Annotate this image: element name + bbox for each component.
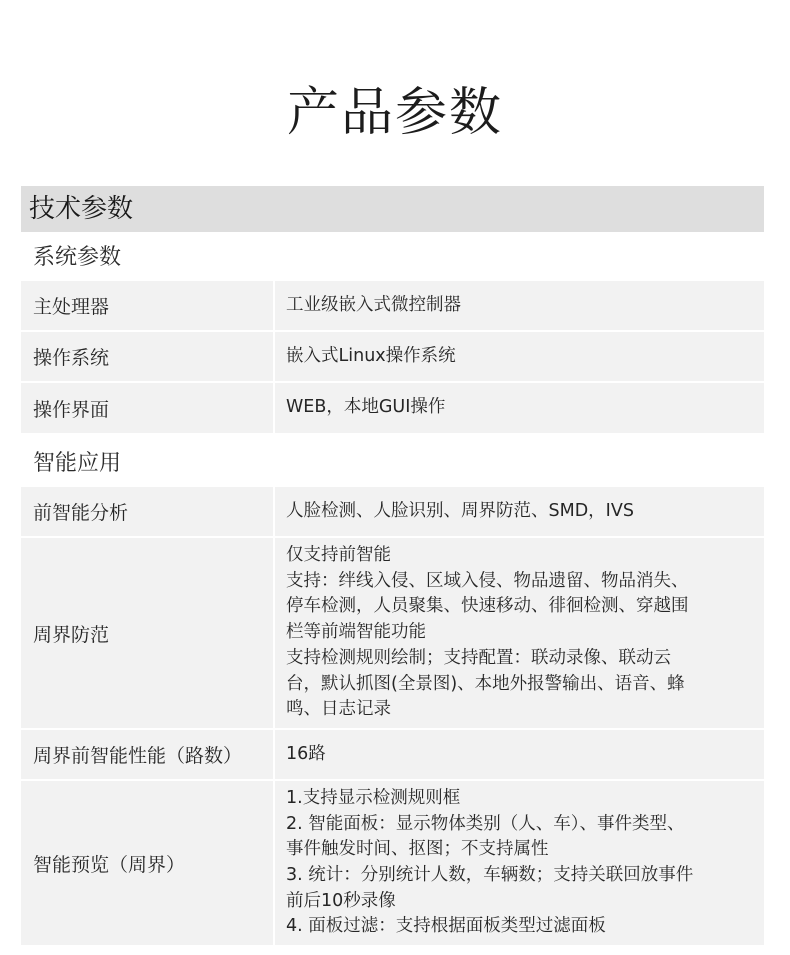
table-row [21,730,764,779]
table-row [21,281,764,330]
row-label: 操作系统 [21,332,273,381]
table-row [21,781,764,945]
group-heading-smart-apps: 智能应用 [33,451,122,476]
row-label: 前智能分析 [21,487,273,536]
value-line: 1.支持显示检测规则框 [286,787,461,808]
row-label: 操作界面 [21,383,273,433]
value-line: 支持：绊线入侵、区域入侵、物品遗留、物品消失、 [286,570,689,591]
row-label: 主处理器 [21,281,273,330]
value-line: 鸣、日志记录 [286,699,391,720]
value-line: 台，默认抓图(全景图)、本地外报警输出、语音、蜂 [286,673,685,694]
value-line: 事件触发时间、抠图；不支持属性 [286,839,549,860]
value-line: 前后10秒录像 [286,890,396,911]
table-row [21,383,764,433]
table-row [21,538,764,728]
value-line: 栏等前端智能功能 [286,622,426,643]
value-line: 4. 面板过滤：支持根据面板类型过滤面板 [286,916,606,937]
value-line: 16路 [286,743,326,764]
value-line: 仅支持前智能 [286,545,391,566]
row-value [275,538,764,728]
group-heading-system: 系统参数 [33,245,122,270]
value-line: 嵌入式Linux操作系统 [286,345,456,366]
row-label: 周界防范 [21,538,273,728]
page-title: 产品参数 [286,83,503,143]
row-value [275,383,764,433]
row-value [275,332,764,381]
row-value [275,487,764,536]
row-value [275,281,764,330]
row-value [275,730,764,779]
section-header-tech-params: 技术参数 [21,186,764,232]
row-value [275,781,764,945]
value-line: 3. 统计：分别统计人数，车辆数；支持关联回放事件 [286,865,694,885]
value-line: 人脸检测、人脸识别、周界防范、SMD，IVS [286,500,634,521]
row-label: 周界前智能性能（路数） [21,730,273,779]
value-line: 停车检测，人员聚集、快速移动、徘徊检测、穿越围 [286,596,689,617]
value-line: 支持检测规则绘制；支持配置：联动录像、联动云 [286,647,671,668]
value-line: 工业级嵌入式微控制器 [286,294,461,315]
value-line: WEB，本地GUI操作 [286,397,446,418]
table-row [21,487,764,536]
row-label: 智能预览（周界） [21,781,273,945]
value-line: 2. 智能面板：显示物体类别（人、车）、事件类型、 [286,813,685,834]
table-row [21,332,764,381]
